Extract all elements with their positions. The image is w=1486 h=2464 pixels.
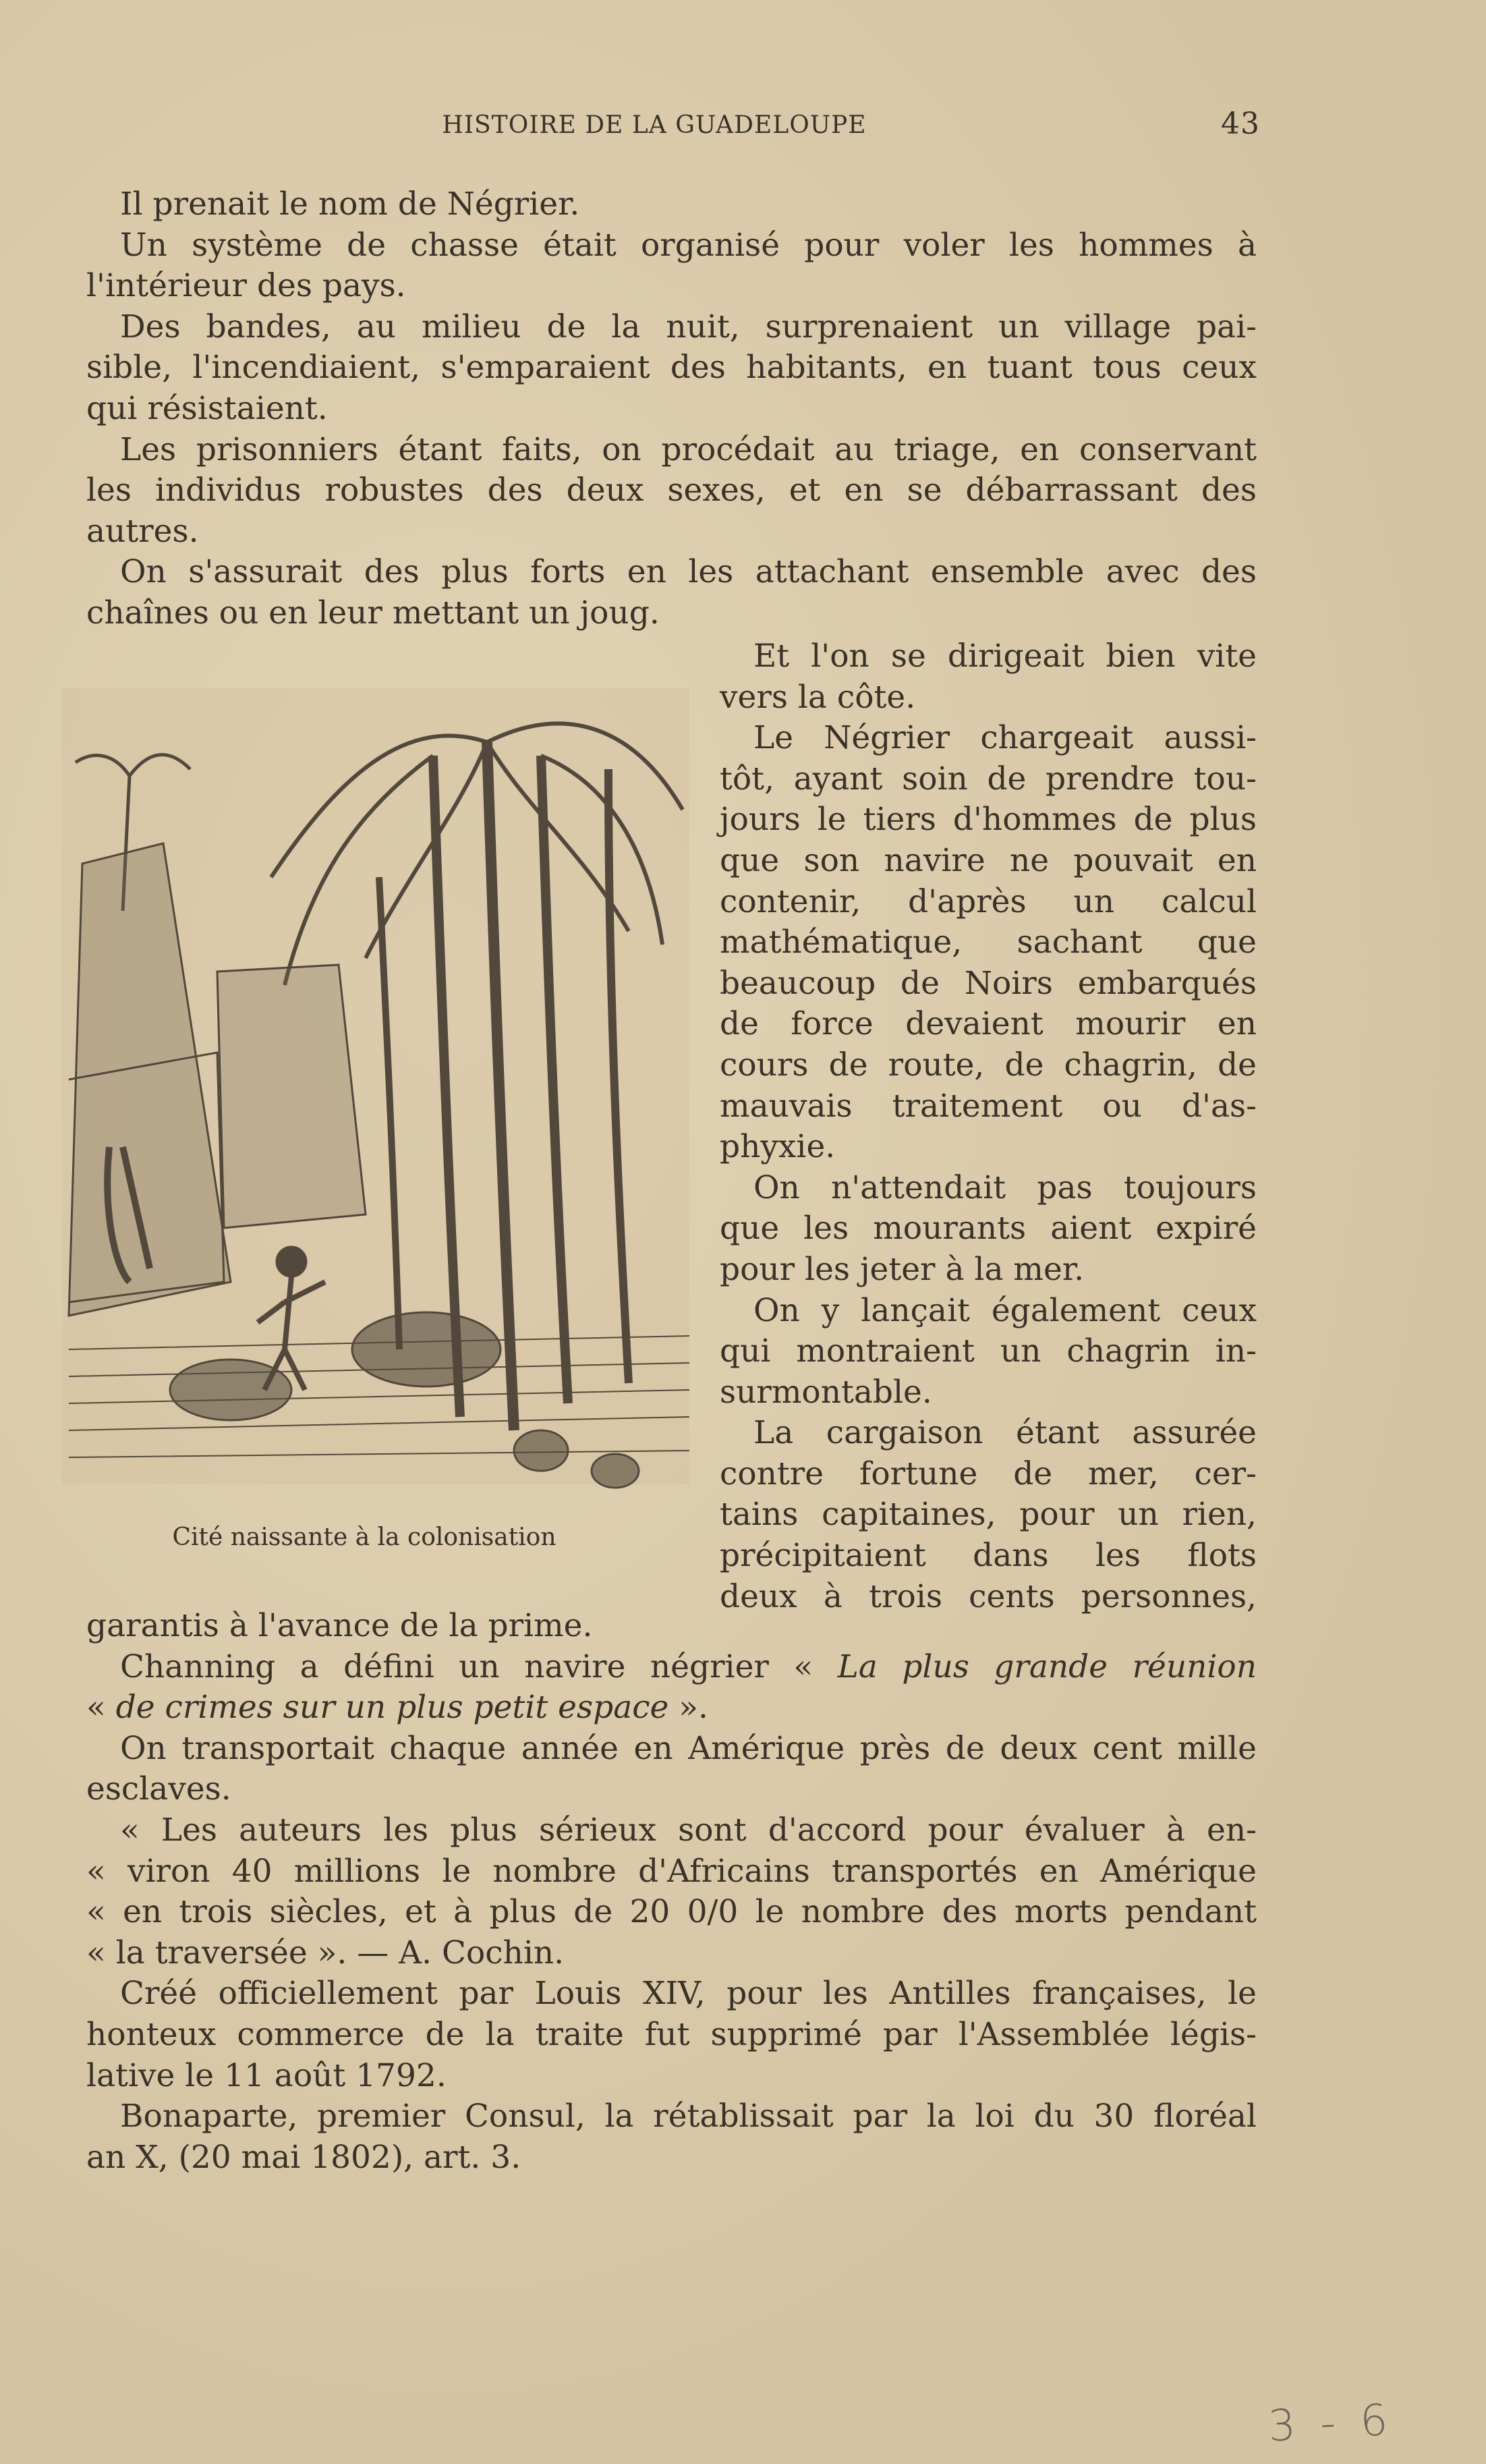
text-line — [86, 1647, 1257, 1688]
italic-quote-segment: La plus grande réunion — [837, 1648, 1257, 1685]
text-line: chaînes ou en leur mettant un joug. — [86, 594, 660, 632]
text-line: pour les jeter à la mer. — [720, 1250, 1085, 1288]
text-line: mauvais traitement ou d'as- — [720, 1087, 1257, 1125]
text-line: tains capitaines, pour un rien, — [720, 1496, 1257, 1534]
text-line: phyxie. — [720, 1128, 836, 1166]
text-line: qui résistaient. — [86, 389, 328, 427]
text-line: La cargaison étant assurée — [753, 1414, 1257, 1452]
text-line: On n'attendait pas toujours — [753, 1169, 1257, 1206]
text-line: lative le 11 août 1792. — [86, 2056, 447, 2094]
text-line: Des bandes, au milieu de la nuit, surprenaient un village pai- — [120, 308, 1257, 345]
text-line: honteux commerce de la traite fut supprimé par l'Assemblée légis- — [86, 2015, 1257, 2053]
text-line: On s'assurait des plus forts en les attachant ensemble avec des — [120, 553, 1257, 591]
text-line: On transportait chaque année en Amérique près de deux cent mille — [120, 1729, 1257, 1767]
text-line: « la traversée ». — A. Cochin. — [86, 1934, 565, 1971]
text-line: l'intérieur des pays. — [86, 267, 406, 305]
text-line: deux à trois cents personnes, — [720, 1577, 1257, 1615]
text-line: qui montraient un chagrin in- — [720, 1333, 1257, 1370]
text-line: « viron 40 millions le nombre d'Africains transportés en Amérique — [86, 1852, 1257, 1890]
text-line: précipitaient dans les flots — [720, 1537, 1257, 1575]
text-line: esclaves. — [86, 1770, 231, 1808]
text-line: Il prenait le nom de Négrier. — [120, 186, 580, 223]
text-line: que son navire ne pouvait en — [720, 841, 1257, 879]
text-line: de force devaient mourir en — [720, 1005, 1257, 1043]
text-line: Créé officiellement par Louis XIV, pour les Antilles françaises, le — [120, 1975, 1257, 2013]
text-line: « en trois siècles, et à plus de 20 0/0 le nombre des morts pendant — [86, 1893, 1257, 1931]
text-line: autres. — [86, 512, 199, 550]
text-segment: « — [86, 1689, 116, 1727]
text-line: tôt, ayant soin de prendre tou- — [720, 760, 1257, 797]
page-number: 43 — [1221, 107, 1260, 141]
text-line: Bonaparte, premier Consul, la rétablissait par la loi du 30 floréal — [120, 2098, 1257, 2135]
text-line: sible, l'incendiaient, s'emparaient des habitants, en tuant tous ceux — [86, 349, 1257, 387]
italic-quote-segment: de crimes sur un plus petit espace — [115, 1689, 669, 1727]
text-block-bottom — [86, 1606, 1257, 2178]
text-line: an X, (20 mai 1802), art. 3. — [86, 2138, 521, 2176]
text-line: les individus robustes des deux sexes, et en se débarrassant des — [86, 472, 1257, 509]
text-line: « Les auteurs les plus sérieux sont d'accord pour évaluer à en- — [120, 1811, 1257, 1849]
running-title: HISTOIRE DE LA GUADELOUPE — [442, 111, 867, 139]
text-line: contre fortune de mer, cer- — [720, 1455, 1257, 1492]
text-block-right-column — [720, 636, 1257, 1617]
text-line: On y lançait également ceux — [753, 1291, 1257, 1329]
text-segment: Channing a défini un navire négrier « — [120, 1648, 838, 1685]
text-line: beaucoup de Noirs embarqués — [720, 964, 1257, 1002]
text-line: que les mourants aient expiré — [720, 1210, 1257, 1248]
text-line: Un système de chasse était organisé pour voler les hommes à — [120, 226, 1257, 264]
text-line: mathématique, sachant que — [720, 924, 1257, 961]
text-line: surmontable. — [720, 1373, 932, 1411]
text-line: Les prisonniers étant faits, on procédait au triage, en conservant — [120, 430, 1257, 468]
figure-caption: Cité naissante à la colonisation — [172, 1523, 556, 1551]
text-line: Le Négrier chargeait aussi- — [753, 719, 1257, 757]
text-segment: ». — [668, 1689, 708, 1727]
text-line: jours le tiers d'hommes de plus — [720, 801, 1257, 839]
text-line: garantis à l'avance de la prime. — [86, 1607, 593, 1644]
illustration-village-engraving — [55, 675, 693, 1494]
text-line — [86, 1687, 1257, 1729]
text-line: vers la côte. — [720, 678, 916, 716]
text-line: Et l'on se dirigeait bien vite — [753, 638, 1257, 675]
text-line: cours de route, de chagrin, de — [720, 1046, 1257, 1084]
text-block-top — [86, 184, 1257, 634]
handwritten-annotation: 3 - 6 — [1267, 2395, 1395, 2452]
text-line: contenir, d'après un calcul — [720, 883, 1257, 920]
